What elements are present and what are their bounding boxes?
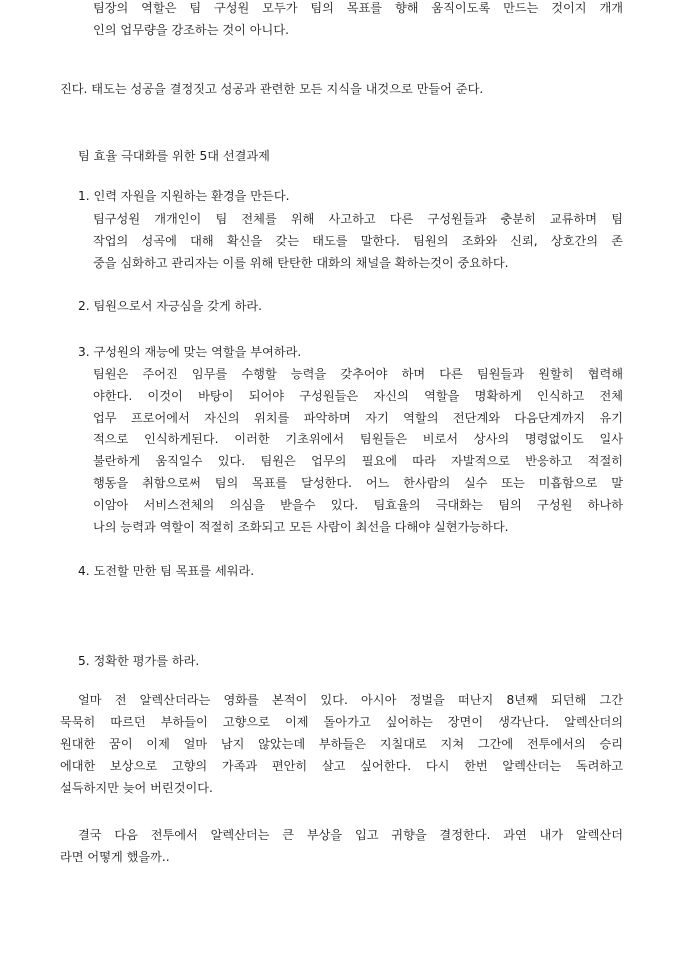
item-heading: 1. 인력 자원을 지원하는 환경을 만든다. [78,189,290,203]
item-body-line: 불란하게 움직일수 있다. 팀원은 업무의 필요에 따라 자발적으로 반응하고 적절히 [93,454,623,469]
item-body-line: 업무 프로어에서 자신의 위치를 파악하며 자기 역할의 전단계와 다음단계까지 유기 [93,410,623,425]
item-body-line: 팀구성원 개개인이 팀 전체를 위해 사고하고 다른 구성원들과 충분히 교류하며 팀 [93,212,623,226]
item-heading: 2. 팀원으로서 자긍심을 갖게 하라. [78,299,263,313]
item-body-line: 적으로 인식하게된다. 이러한 기초위에서 팀원들은 비로서 상사의 명령없이도 일사 [93,432,623,447]
paragraph-line: 결국 다음 전투에서 알렉산더는 큰 부상을 입고 귀향을 결정한다. 과연 내가 알렉산더 [78,828,623,842]
paragraph-line: 묵묵히 따르던 부하들이 고향으로 이제 돌아가고 싶어하는 장면이 생각난다. 알렉산더의 [60,715,623,729]
paragraph-line: 원대한 꿈이 이제 얼마 남지 않았는데 부하들은 지칠대로 지쳐 그간에 전투에서의 승리 [60,737,623,751]
paragraph-line: 설득하지만 늦어 버린것이다. [60,781,213,795]
item-heading: 5. 정확한 평가를 하라. [78,654,200,668]
item-heading: 4. 도전할 만한 팀 목표를 세워라. [78,564,255,578]
item-body-line: 야한다. 이것이 바탕이 되어야 구성원들은 자신의 역할을 명확하게 인식하고 전체 [93,388,623,403]
item-body-line: 팀원은 주어진 임무를 수행할 능력을 갖추어야 하며 다른 팀원들과 원할히 협력해 [93,367,623,381]
item-body-line: 인의 업무량을 강조하는 것이 아니다. [93,22,289,37]
item-body-line: 중을 심화하고 관리자는 이를 위해 탄탄한 대화의 채널을 확하는것이 중요하다. [93,255,509,270]
item-body-line: 나의 능력과 역할이 적절히 조화되고 모든 사람이 최선을 다해야 실현가능하다. [93,519,509,534]
paragraph-line: 에대한 보상으로 고향의 가족과 편안히 살고 싶어한다. 다시 한번 알렉산더는 독려하고 [60,759,623,773]
section-title: 팀 효율 극대화를 위한 5대 선결과제 [78,149,270,163]
item-heading: 3. 구성원의 재능에 맞는 역할을 부여하라. [78,345,302,359]
item-body-line: 이암아 서비스전체의 의심을 받을수 있다. 팀효율의 극대화는 팀의 구성원 하나하 [93,497,623,512]
intro-line: 진다. 태도는 성공을 결정짓고 성공과 관련한 모든 지식을 내것으로 만들어 준다. [60,82,484,96]
paragraph-line: 얼마 전 알렉산더라는 영화를 본적이 있다. 아시아 정벌을 떠난지 8년째 되던해 그간 [78,693,623,707]
item-body-line: 작업의 성곡에 대해 확신을 갖는 태도를 말한다. 팀원의 조화와 신뢰, 상호간의 존 [93,233,623,248]
paragraph-line: 라면 어떻게 했을까.. [60,850,170,864]
item-body-line: 팀장의 역할은 팀 구성원 모두가 팀의 목표를 향해 움직이도록 만드는 것이지 개개 [93,1,623,15]
item-body-line: 행동을 취함으로써 팀의 목표를 달성한다. 어느 한사람의 실수 또는 미흡함으로 말 [93,476,623,490]
